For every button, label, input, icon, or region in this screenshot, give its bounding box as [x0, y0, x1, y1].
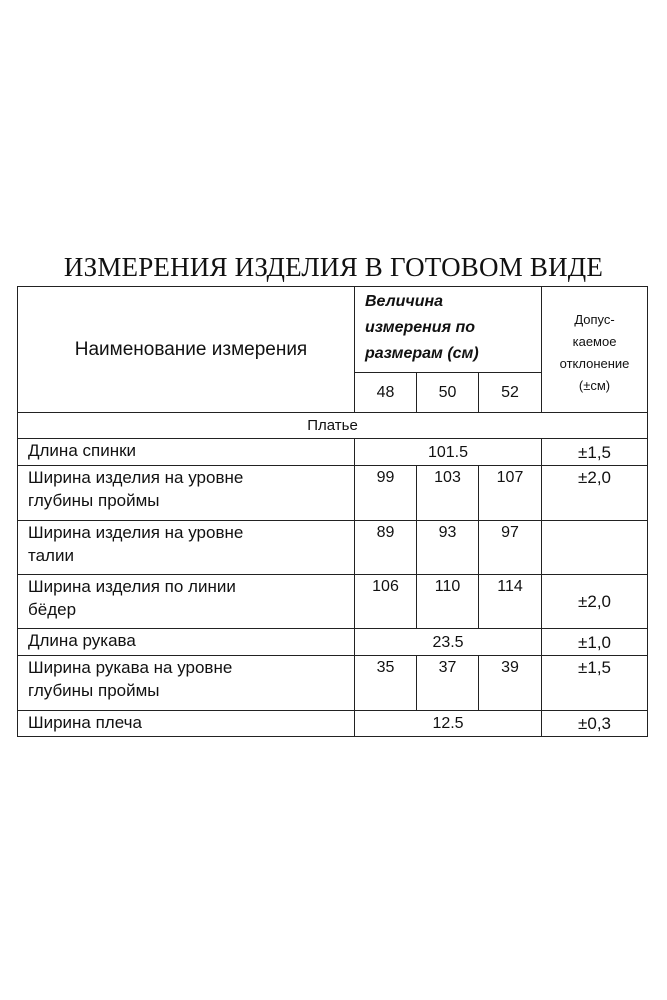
tolerance-value: ±1,0 [542, 629, 648, 656]
header-tol-line: каемое [572, 334, 617, 349]
merged-value: 23.5 [355, 629, 542, 656]
header-name-label: Наименование измерения [74, 338, 308, 360]
row-name: Ширина изделия по линии бёдер [18, 574, 355, 628]
size-header-50: 50 [417, 372, 479, 412]
value-50: 103 [417, 466, 479, 520]
value-50: 110 [417, 574, 479, 628]
header-name-cell [18, 287, 355, 413]
header-tol-line: (±см) [578, 378, 611, 393]
merged-value: 12.5 [355, 710, 542, 736]
tolerance-value: ±2,0 [542, 466, 648, 520]
row-name: Длина рукава [18, 629, 355, 656]
value-48: 99 [355, 466, 417, 520]
tolerance-value: ±2,0 [542, 574, 648, 628]
merged-value: 101.5 [355, 439, 542, 466]
value-52: 97 [479, 520, 542, 574]
tolerance-value [542, 520, 648, 574]
value-50: 93 [417, 520, 479, 574]
tolerance-value: ±0,3 [542, 710, 648, 736]
measurement-table [17, 286, 648, 737]
header-size-line: размерам (см) [365, 345, 479, 362]
value-52: 107 [479, 466, 542, 520]
value-52: 114 [479, 574, 542, 628]
value-50: 37 [417, 656, 479, 710]
header-tolerance-cell [542, 287, 648, 413]
value-48: 89 [355, 520, 417, 574]
size-header-52: 52 [479, 372, 542, 412]
tolerance-value: ±1,5 [542, 439, 648, 466]
header-size-line: измерения по [365, 319, 475, 336]
header-tol-line: Допус- [574, 312, 615, 327]
header-size-line: Величина [365, 293, 444, 310]
value-48: 35 [355, 656, 417, 710]
value-52: 39 [479, 656, 542, 710]
row-name: Ширина плеча [18, 710, 355, 736]
size-header-48: 48 [355, 372, 417, 412]
section-label: Платье [18, 412, 648, 438]
row-name: Ширина изделия на уровне талии [18, 520, 355, 574]
page-title: ИЗМЕРЕНИЯ ИЗДЕЛИЯ В ГОТОВОМ ВИДЕ [63, 252, 604, 282]
tolerance-value: ±1,5 [542, 656, 648, 710]
row-name: Ширина рукава на уровне глубины проймы [18, 656, 355, 710]
header-tol-line: отклонение [559, 356, 630, 371]
value-48: 106 [355, 574, 417, 628]
header-size-cell [355, 287, 542, 373]
row-name: Длина спинки [18, 439, 355, 466]
row-name: Ширина изделия на уровне глубины проймы [18, 466, 355, 520]
